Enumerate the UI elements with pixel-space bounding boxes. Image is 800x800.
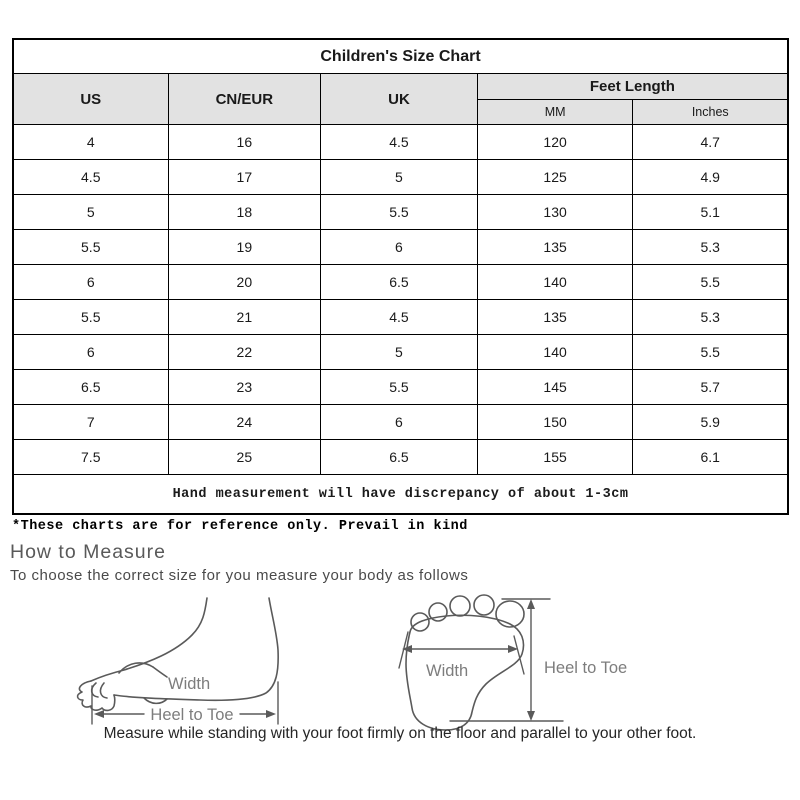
table-row <box>13 440 788 475</box>
table-row <box>13 300 788 335</box>
size-table-body <box>13 125 788 475</box>
table-cell: 4 <box>13 125 168 160</box>
how-to-measure-subheading: To choose the correct size for you measure your body as follows <box>10 567 469 584</box>
table-cell: 4.5 <box>13 160 168 195</box>
how-to-measure-heading: How to Measure <box>10 541 166 563</box>
table-cell: 6 <box>13 265 168 300</box>
table-cell: 5.5 <box>321 195 478 230</box>
col-header-cneur: CN/EUR <box>168 74 321 125</box>
table-title: Children's Size Chart <box>13 39 788 74</box>
table-cell: 155 <box>477 440 633 475</box>
top-width-label: Width <box>426 662 469 680</box>
table-cell: 18 <box>168 195 321 230</box>
table-cell: 23 <box>168 370 321 405</box>
table-cell: 21 <box>168 300 321 335</box>
table-cell: 17 <box>168 160 321 195</box>
table-cell: 5.1 <box>633 195 788 230</box>
table-cell: 150 <box>477 405 633 440</box>
table-cell: 4.7 <box>633 125 788 160</box>
table-cell: 5.5 <box>633 265 788 300</box>
col-header-uk: UK <box>321 74 478 125</box>
table-row <box>13 195 788 230</box>
table-cell: 135 <box>477 230 633 265</box>
foot-side-view-diagram <box>72 596 302 731</box>
table-cell: 6.5 <box>321 440 478 475</box>
table-cell: 5.3 <box>633 300 788 335</box>
col-header-mm: MM <box>477 100 633 125</box>
table-cell: 6 <box>321 405 478 440</box>
table-cell: 6 <box>321 230 478 265</box>
foot-side-outline <box>78 598 279 710</box>
measure-instruction: Measure while standing with your foot firmly on the floor and parallel to your other foot. <box>103 725 697 742</box>
table-cell: 120 <box>477 125 633 160</box>
table-title-row <box>13 39 788 74</box>
table-cell: 140 <box>477 265 633 300</box>
table-row <box>13 230 788 265</box>
table-cell: 19 <box>168 230 321 265</box>
table-cell: 4.9 <box>633 160 788 195</box>
table-header-row <box>13 74 788 100</box>
reference-note: *These charts are for reference only. Prevail in kind <box>12 519 468 534</box>
table-cell: 5.5 <box>321 370 478 405</box>
table-cell: 24 <box>168 405 321 440</box>
col-header-feet-length: Feet Length <box>477 74 788 100</box>
table-cell: 5 <box>321 335 478 370</box>
table-cell: 6.5 <box>321 265 478 300</box>
table-cell: 140 <box>477 335 633 370</box>
col-header-us: US <box>13 74 168 125</box>
table-cell: 5.5 <box>13 300 168 335</box>
foot-top-view-diagram <box>398 592 688 742</box>
table-cell: 145 <box>477 370 633 405</box>
table-row <box>13 160 788 195</box>
table-cell: 25 <box>168 440 321 475</box>
table-cell: 6.1 <box>633 440 788 475</box>
table-cell: 135 <box>477 300 633 335</box>
table-cell: 130 <box>477 195 633 230</box>
table-cell: 20 <box>168 265 321 300</box>
table-cell: 16 <box>168 125 321 160</box>
table-cell: 22 <box>168 335 321 370</box>
col-header-inches: Inches <box>633 100 788 125</box>
table-cell: 7 <box>13 405 168 440</box>
table-cell: 5 <box>13 195 168 230</box>
table-cell: 5.5 <box>633 335 788 370</box>
table-cell: 4.5 <box>321 125 478 160</box>
table-footnote-row <box>13 475 788 515</box>
table-cell: 5.3 <box>633 230 788 265</box>
table-row <box>13 370 788 405</box>
table-cell: 5.7 <box>633 370 788 405</box>
table-row <box>13 405 788 440</box>
table-cell: 7.5 <box>13 440 168 475</box>
table-row <box>13 335 788 370</box>
children-size-chart-table <box>12 38 789 515</box>
table-footnote: Hand measurement will have discrepancy of about 1-3cm <box>13 475 788 515</box>
table-row <box>13 265 788 300</box>
table-cell: 6 <box>13 335 168 370</box>
side-heel-to-toe-label: Heel to Toe <box>150 706 234 724</box>
table-cell: 5.5 <box>13 230 168 265</box>
table-row <box>13 125 788 160</box>
top-heel-to-toe-label: Heel to Toe <box>544 659 628 677</box>
table-cell: 4.5 <box>321 300 478 335</box>
table-cell: 5.9 <box>633 405 788 440</box>
side-width-label: Width <box>168 675 211 693</box>
table-cell: 125 <box>477 160 633 195</box>
table-cell: 5 <box>321 160 478 195</box>
table-cell: 6.5 <box>13 370 168 405</box>
